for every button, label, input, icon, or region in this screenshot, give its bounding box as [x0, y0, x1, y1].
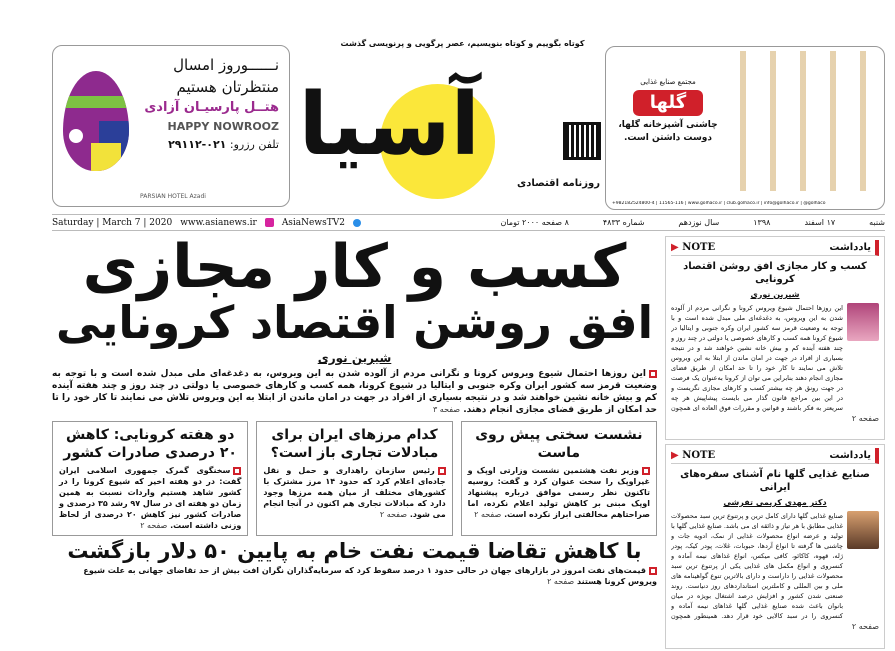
ad-line-1: نــــــوروز امسال	[173, 56, 279, 74]
bottom-headline-text: با کاهش تقاضا قیمت نفت خام به پایین ۵۰ دلار بازگشت	[67, 539, 642, 563]
persian-year: ۱۳۹۸	[753, 218, 771, 227]
bullet-square-icon	[649, 370, 657, 378]
note-arrow-icon: ▶	[671, 450, 679, 461]
phone-label: تلفن رزرو:	[229, 138, 279, 151]
newspaper-logo	[298, 64, 480, 204]
main-column	[52, 232, 657, 649]
story-box-opec[interactable]: نشست سختی پیش روی ماست وزیر نفت هشتمین نشست وزارتی اوپک و غیراوپک را سخت عنوان کرد و گفت: روسیه تاکنون نظر رسمی موافق درباره پیشنهاد اوپک مبنی بر کاهش تولید اعلام نکرده، اما صراحتاهم مخالفتی ابراز نکرده است. صفحه ۲	[461, 421, 657, 536]
bullet-square-icon	[438, 467, 446, 475]
golha-complex: مجتمع صنایع غذایی	[640, 78, 696, 86]
page-ref[interactable]: صفحه ۲	[547, 577, 575, 586]
story-boxes	[52, 421, 657, 536]
box-title: دو هفته کرونایی: کاهش ۲۰ درصدی صادرات کشور	[63, 427, 237, 461]
masthead-slogan: کوتاه بگوییم و کوتاه بنویسیم، عصر پرگویی و پرنویسی گذشت	[340, 39, 585, 48]
note-tag: NOTE	[682, 450, 716, 461]
note-author: دکتر مهدی کریمی تفرشی	[723, 498, 827, 507]
note-title: صنایع غذایی گلها نام آشنای سفره‌های ایرانی	[680, 469, 870, 493]
note-label: یادداشت	[829, 242, 871, 253]
note-body: این روزها احتمال شیوع ویروس کرونا و نگرانی مردم از آلوده شدن به این ویروس، به دغدغه‌ای ملی مبدل شده است و با توجه به وضعیت قرمز سه کشور ایران وکره جنوبی و ایتالیا در شیوع کرونا همه کسب و کارهای خصوصی یا دولتی در چند روز و چند هفته آینده کم و بیش خانه نشین خواهند شد و در نتیجه بسیاری از افراد در جهت در امان ماندن از ابتلا به این ویروس تلاش می نمایند تا کار خود را تا حد امکان از طریق فضای مجازی انجام دهند بنابراین می توان از کرونا به‌عنوان یک فرصت در جهت رونق هر چه بیشتر کسب و کارهای مجازی نگریست و در این بین مراجع قانون گذار می بایست پیشاپیش هر چه سریعتر به فکر باشند و قوانین و مقررات فوق العاده ای همچون	[671, 304, 843, 412]
author-photo	[847, 303, 879, 341]
phone-number: ۰۲۱-۲۹۱۱۲	[168, 138, 227, 151]
social-handle[interactable]: AsiaNewsTV2	[281, 217, 345, 228]
page-ref[interactable]: صفحه ۲	[851, 622, 879, 631]
headline-line-1: کسب و کار مجازی	[82, 232, 627, 302]
main-lead: این روزها احتمال شیوع ویروس کرونا و نگرانی مردم از آلوده شدن به این ویروس، به دغدغه‌ای ملی مبدل شده است و با توجه به وضعیت قرمز سه کشور ایران وکره جنوبی و ایتالیا در شیوع کرونا، همه کسب و کارهای خصوصی یا دولتی در چند روز و چند هفته آینده کم و بیش خانه نشین خواهند شد و در نتیجه بسیاری از افراد در جهت در امان ماندن از ابتلا به این ویروس تلاش می نمایند تا کار خود را تا حد امکان از طریق فضای مجازی انجام دهند. صفحه ۳	[52, 369, 657, 415]
bullet-square-icon	[642, 467, 650, 475]
note-column-2[interactable]	[665, 444, 885, 649]
golha-logo: گلها	[633, 90, 703, 116]
main-author: شیرین نوری	[317, 351, 392, 365]
volume-year: سال نوزدهم	[678, 218, 720, 227]
note-column-1[interactable]	[665, 236, 885, 440]
note-author: شیرین نوری	[750, 290, 800, 299]
ad-line-2: منتظرتان هستیم	[176, 78, 279, 96]
note-label: یادداشت	[829, 450, 871, 461]
bullet-square-icon	[233, 467, 241, 475]
main-headline[interactable]	[52, 232, 657, 349]
logo-text: آسیا	[298, 75, 480, 175]
pages-price: ۸ صفحه ۲۰۰۰ تومان	[500, 218, 569, 227]
page-ref[interactable]: صفحه ۲	[851, 414, 879, 423]
happy-nowrooz: HAPPY NOWROOZ	[167, 120, 279, 133]
box-title: نشست سختی پیش روی ماست	[475, 427, 643, 461]
instagram-icon	[265, 218, 274, 227]
box-title: کدام مرزهای ایران برای مبادلات تجاری باز است؟	[270, 427, 439, 461]
page-ref[interactable]: صفحه ۲	[379, 510, 408, 519]
hotel-ad[interactable]	[52, 45, 290, 207]
spices-spoons-image	[726, 51, 876, 191]
headline-line-2: افق روشن اقتصاد کرونایی	[55, 296, 654, 349]
website-link[interactable]: www.asianews.ir	[180, 217, 257, 228]
golha-slogan-2: دوست داشتن است.	[623, 133, 713, 143]
golha-contacts: +982182524800-4 | 11565-116 | www.golhaco.ir | club.golhaco.ir | info@golhaco.ir | @golhaco	[612, 201, 826, 206]
story-box-exports[interactable]: دو هفته کرونایی: کاهش ۲۰ درصدی صادرات کشور سخنگوی گمرک جمهوری اسلامی ایران گفت: در دو هفته اخیر که شیوع کرونا را در کشور شاهد هستیم واردات نسبت به همین زمان دو هفته ای در سال ۹۷ رشد ۳۵ درصدی و صادرات کشور نیز کاهش ۲۰ درصدی از لحاظ وزنی داشته است. صفحه ۲	[52, 421, 248, 536]
page-ref[interactable]: صفحه ۲	[140, 521, 168, 530]
bottom-lead: قیمت‌های نفت امروز در بازارهای جهان در حالی حدود ۱ درصد سقوط کرد که سرمایه‌گذاران نگران افت بیش از حد تقاضای جهانی به علت شیوع ویروس کرونا هستند صفحه ۲	[83, 566, 657, 586]
note-arrow-icon: ▶	[671, 242, 679, 253]
persian-date: ۱۷ اسفند	[804, 218, 836, 227]
easter-egg-graphic	[63, 71, 129, 171]
verified-icon	[353, 219, 361, 227]
note-body: صنایع غذایی گلها دارای کامل ترین و پرتنوع ترین سبد محصولات غذایی مطابق با هر تیاز و ذائقه ای می باشد. صنایع غذایی گلها با تولید و عرضه انواع محصولات غذایی از نمک، ادویه جات و چاشنی ها گرفته تا انواع آردها، حبوبات، غلات، پودر کیک، پودر ژله، قهوه، کاکائو، کافی میکس، انواع غذاهای نیمه آماده و کنسروی و انواع مکمل های غذایی یکی از پرتنوع ترین سبد محصولات غذایی را داراست و دارای بالاترین تنوع گواهینامه های ملی و بین المللی و کاملترین استانداردهای روز دنیاست. روند صنعتی شدن کشور و افزایش درصد اشتغال بویژه در میان بانوان باعث شده صنایع غذایی گلها غذاهای نیمه آماده و کنسروی را در سبد کالایی خود قرار دهد. همینطور همچون	[671, 512, 843, 620]
author-photo	[847, 511, 879, 549]
issue-number: شماره ۴۸۳۳	[602, 218, 645, 227]
weekday: شنبه	[869, 218, 885, 227]
qr-code-icon[interactable]	[563, 122, 601, 160]
note-title: کسب و کار مجازی افق روشن اقتصاد کرونایی	[683, 261, 867, 285]
story-box-borders[interactable]: کدام مرزهای ایران برای مبادلات تجاری باز است؟ رئیس سازمان راهداری و حمل و نقل جاده‌ای اعلام کرد که حدود ۱۴ مرز مشترک با کشورهای مختلف از میان همه مرزها وجود دارد که مبادلات تجاری هم اکنون در آنجا انجام می شود. صفحه ۲	[256, 421, 452, 536]
english-date: Saturday | March 7 | 2020	[52, 217, 173, 228]
bullet-square-icon	[649, 567, 657, 575]
golha-ad[interactable]	[605, 46, 885, 210]
hotel-name: هتــل پارسیـان آزادی	[144, 100, 279, 115]
note-tag: NOTE	[682, 242, 716, 253]
masthead-subtitle: روزنامه اقتصادی	[517, 178, 600, 189]
page-ref[interactable]: صفحه ۲	[474, 510, 502, 519]
date-bar	[52, 214, 885, 231]
page-ref[interactable]: صفحه ۳	[432, 405, 461, 414]
bottom-headline[interactable]	[52, 540, 657, 563]
parsian-hotel-logo: PARSIAN HOTEL Azadi	[140, 193, 206, 200]
golha-slogan-1: چاشنی آشپزخانه گلها،	[618, 120, 718, 130]
